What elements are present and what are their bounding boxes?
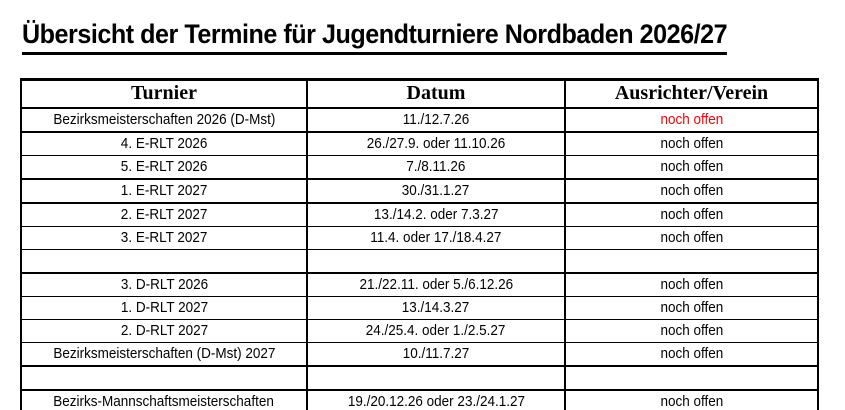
datum-cell	[307, 319, 565, 342]
datum-label: 30./31.1.27	[402, 181, 470, 199]
turnier-label: 2. E-RLT 2027	[120, 205, 208, 223]
ausrichter-cell	[565, 342, 818, 366]
datum-label: 13./14.2. oder 7.3.27	[373, 205, 499, 223]
turnier-label: 4. E-RLT 2026	[120, 134, 208, 152]
status-label: noch offen	[660, 298, 723, 316]
status-label: noch offen	[660, 392, 723, 410]
datum-label: 21./22.11. oder 5./6.12.26	[359, 275, 513, 293]
ausrichter-cell	[565, 273, 818, 297]
ausrichter-cell	[565, 249, 818, 273]
table-row	[21, 319, 818, 342]
turnier-cell	[21, 249, 307, 273]
datum-label: 24./25.4. oder 1./2.5.27	[366, 321, 506, 339]
turnier-cell	[21, 108, 307, 132]
datum-label: 19./20.12.26 oder 23./24.1.27	[347, 392, 525, 410]
datum-cell	[307, 203, 565, 227]
turnier-cell	[21, 132, 307, 156]
status-label: noch offen	[660, 344, 723, 362]
ausrichter-cell	[565, 179, 818, 203]
turnier-label: Bezirks-Mannschaftsmeisterschaften	[53, 392, 275, 410]
status-label: noch offen	[660, 275, 723, 293]
turnier-label: 3. D-RLT 2026	[120, 275, 208, 293]
table-row	[21, 226, 818, 249]
datum-label: 13./14.3.27	[402, 298, 470, 316]
turnier-label: 1. D-RLT 2027	[120, 298, 208, 316]
page-title: Übersicht der Termine für Jugendturniere Nordbaden 2026/27	[22, 20, 727, 55]
title-bar	[22, 20, 845, 55]
ausrichter-cell	[565, 226, 818, 249]
turnier-cell	[21, 319, 307, 342]
ausrichter-cell	[565, 390, 818, 410]
turnier-cell	[21, 342, 307, 366]
datum-label: 10./11.7.27	[402, 344, 470, 362]
table-row	[21, 342, 818, 366]
ausrichter-cell	[565, 203, 818, 227]
datum-cell	[307, 226, 565, 249]
column-header-ausrichter: Ausrichter/Verein	[565, 79, 818, 108]
turnier-label: Bezirksmeisterschaften (D-Mst) 2027	[52, 344, 276, 362]
turnier-cell	[21, 226, 307, 249]
turnier-cell	[21, 296, 307, 319]
turnier-cell	[21, 390, 307, 410]
turnier-label: Bezirksmeisterschaften 2026 (D-Mst)	[52, 110, 276, 128]
datum-label: 26./27.9. oder 11.10.26	[366, 134, 506, 152]
table-row	[21, 132, 818, 156]
datum-cell	[307, 132, 565, 156]
status-label: noch offen	[660, 181, 723, 199]
column-header-datum: Datum	[307, 79, 565, 108]
table-row	[21, 296, 818, 319]
table-row	[21, 203, 818, 227]
table-row	[21, 179, 818, 203]
turnier-cell	[21, 273, 307, 297]
datum-cell	[307, 342, 565, 366]
status-label: noch offen	[660, 134, 723, 152]
table-header-row	[21, 79, 818, 108]
table-row	[21, 155, 818, 179]
turnier-label: 3. E-RLT 2027	[120, 228, 208, 246]
ausrichter-cell	[565, 296, 818, 319]
ausrichter-cell	[565, 319, 818, 342]
datum-label: 7./8.11.26	[406, 157, 466, 175]
table-row	[21, 273, 818, 297]
turnier-cell	[21, 155, 307, 179]
datum-cell	[307, 296, 565, 319]
turnier-label: 5. E-RLT 2026	[120, 157, 208, 175]
table-row	[21, 390, 818, 410]
ausrichter-cell	[565, 108, 818, 132]
datum-cell	[307, 249, 565, 273]
ausrichter-cell	[565, 155, 818, 179]
table-row	[21, 108, 818, 132]
turnier-cell	[21, 366, 307, 390]
datum-cell	[307, 155, 565, 179]
datum-cell	[307, 108, 565, 132]
table-row-empty	[21, 366, 818, 390]
turnier-cell	[21, 179, 307, 203]
status-label: noch offen	[660, 157, 723, 175]
table-row-empty	[21, 249, 818, 273]
column-header-turnier: Turnier	[21, 79, 307, 108]
turnier-label: 2. D-RLT 2027	[120, 321, 208, 339]
turnier-cell	[21, 203, 307, 227]
turnier-label: 1. E-RLT 2027	[120, 181, 208, 199]
datum-label: 11.4. oder 17./18.4.27	[370, 228, 502, 246]
datum-label: 11./12.7.26	[402, 110, 470, 128]
datum-cell	[307, 390, 565, 410]
schedule-table	[20, 78, 819, 410]
status-label: noch offen	[660, 228, 723, 246]
ausrichter-cell	[565, 132, 818, 156]
status-label: noch offen	[660, 205, 723, 223]
ausrichter-cell	[565, 366, 818, 390]
datum-cell	[307, 273, 565, 297]
status-label: noch offen	[660, 321, 723, 339]
datum-cell	[307, 179, 565, 203]
datum-cell	[307, 366, 565, 390]
status-label: noch offen	[660, 110, 723, 128]
